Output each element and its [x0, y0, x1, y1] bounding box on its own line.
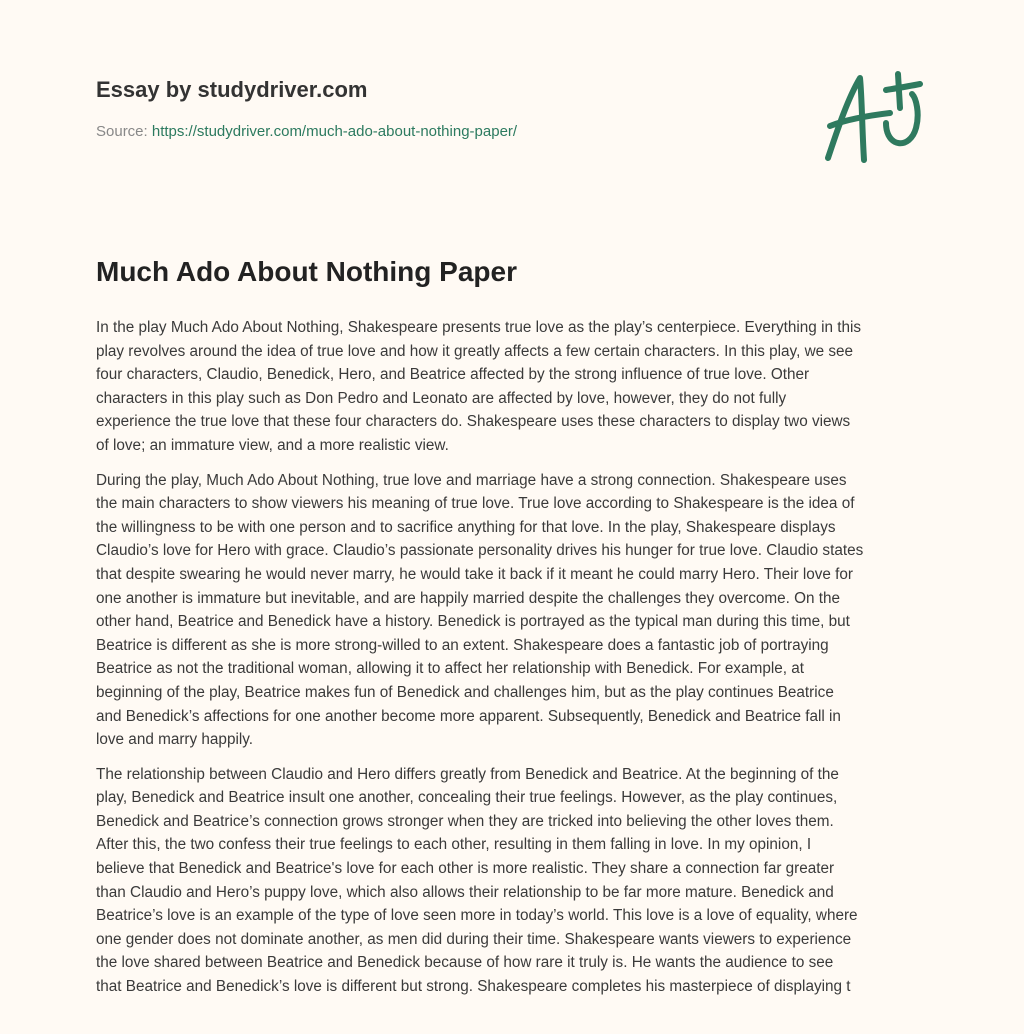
source-label: Source:	[96, 123, 148, 140]
paragraph-line: the willingness to be with one person and to sacrifice anything for that love. In the play, Shakespeare displays	[96, 518, 836, 536]
paragraph-line: of love; an immature view, and a more realistic view.	[96, 436, 449, 454]
paragraph-line: Beatrice as not the traditional woman, allowing it to affect her relationship with Benedick. For example, at	[96, 660, 804, 678]
paragraph-line: that Beatrice and Benedick’s love is different but strong. Shakespeare completes his masterpiece of displaying t	[96, 978, 851, 996]
paragraph-line: Benedick and Beatrice’s connection grows stronger when they are tricked into believing the other loves them.	[96, 812, 834, 830]
paragraph-line: experience the true love that these four characters do. Shakespeare uses these characters to display two views	[96, 413, 851, 431]
paragraph-line: the love shared between Beatrice and Benedick because of how rare it truly is. He wants the audience to see	[96, 954, 834, 972]
paragraph-line: play, Benedick and Beatrice insult one another, concealing their true feelings. However, as the play continues,	[96, 789, 838, 807]
paragraph-line: After this, the two confess their true feelings to each other, resulting in them falling in love. In my opinion, I	[96, 836, 812, 854]
paragraph-line: Beatrice is different as she is more strong-willed to an extent. Shakespeare does a fantastic job of portraying	[96, 636, 829, 654]
paragraph-line: believe that Benedick and Beatrice's love for each other is more realistic. They share a connection far greater	[96, 860, 835, 878]
paragraph-line: Beatrice’s love is an example of the type of love seen more in today’s world. This love is a love of equality, where	[96, 907, 858, 925]
paragraph-line: one gender does not dominate another, as men did during their time. Shakespeare wants viewers to experience	[96, 930, 852, 948]
paragraph-line: than Claudio and Hero’s puppy love, which also allows their relationship to be far more mature. Benedick and	[96, 883, 834, 901]
paragraph-line: Claudio’s love for Hero with grace. Claudio’s passionate personality drives his hunger for true love. Claudio states	[96, 542, 864, 560]
paragraph-line: four characters, Claudio, Benedick, Hero, and Beatrice affected by the strong influence of true love. Other	[96, 366, 810, 384]
paragraph-line: love and marry happily.	[96, 731, 254, 749]
essay-paragraph	[96, 316, 936, 458]
essay-paragraph	[96, 469, 936, 752]
paragraph-line: one another is immature but inevitable, and are happily married despite the challenges they overcome. On the	[96, 589, 841, 607]
essay-body	[96, 316, 936, 1010]
paragraph-line: and Benedick’s affections for one another become more apparent. Subsequently, Benedick and Beatrice fall in	[96, 707, 841, 725]
paragraph-line: play revolves around the idea of true love and how it greatly affects a few certain characters. In this play, we see	[96, 342, 854, 360]
paragraph-line: that despite swearing he would never marry, he would take it back if it meant he could marry Hero. Their love for	[96, 565, 853, 583]
source-line	[96, 123, 517, 140]
source-link[interactable]: https://studydriver.com/much-ado-about-nothing-paper/	[151, 123, 518, 140]
essay-title: Much Ado About Nothing Paper	[96, 256, 517, 287]
paragraph-line: other hand, Beatrice and Benedick have a history. Benedick is portrayed as the typical man during this time, but	[96, 613, 850, 631]
paragraph-line: the main characters to show viewers his meaning of true love. True love according to Shakespeare is the idea of	[96, 495, 855, 513]
paragraph-line: The relationship between Claudio and Hero differs greatly from Benedick and Beatrice. At the beginning of the	[96, 765, 839, 783]
paragraph-line: In the play Much Ado About Nothing, Shakespeare presents true love as the play’s centerpiece. Everything in this	[96, 319, 862, 336]
paragraph-line: beginning of the play, Beatrice makes fun of Benedick and challenges him, but as the play continues Beatrice	[96, 683, 834, 701]
a-plus-logo-icon	[820, 68, 930, 168]
essay-paragraph	[96, 763, 936, 999]
paragraph-line: During the play, Much Ado About Nothing, true love and marriage have a strong connection. Shakespeare uses	[96, 471, 847, 489]
site-brand: Essay by studydriver.com	[96, 77, 368, 102]
paragraph-line: characters in this play such as Don Pedro and Leonato are affected by love, however, they do not fully	[96, 389, 787, 407]
